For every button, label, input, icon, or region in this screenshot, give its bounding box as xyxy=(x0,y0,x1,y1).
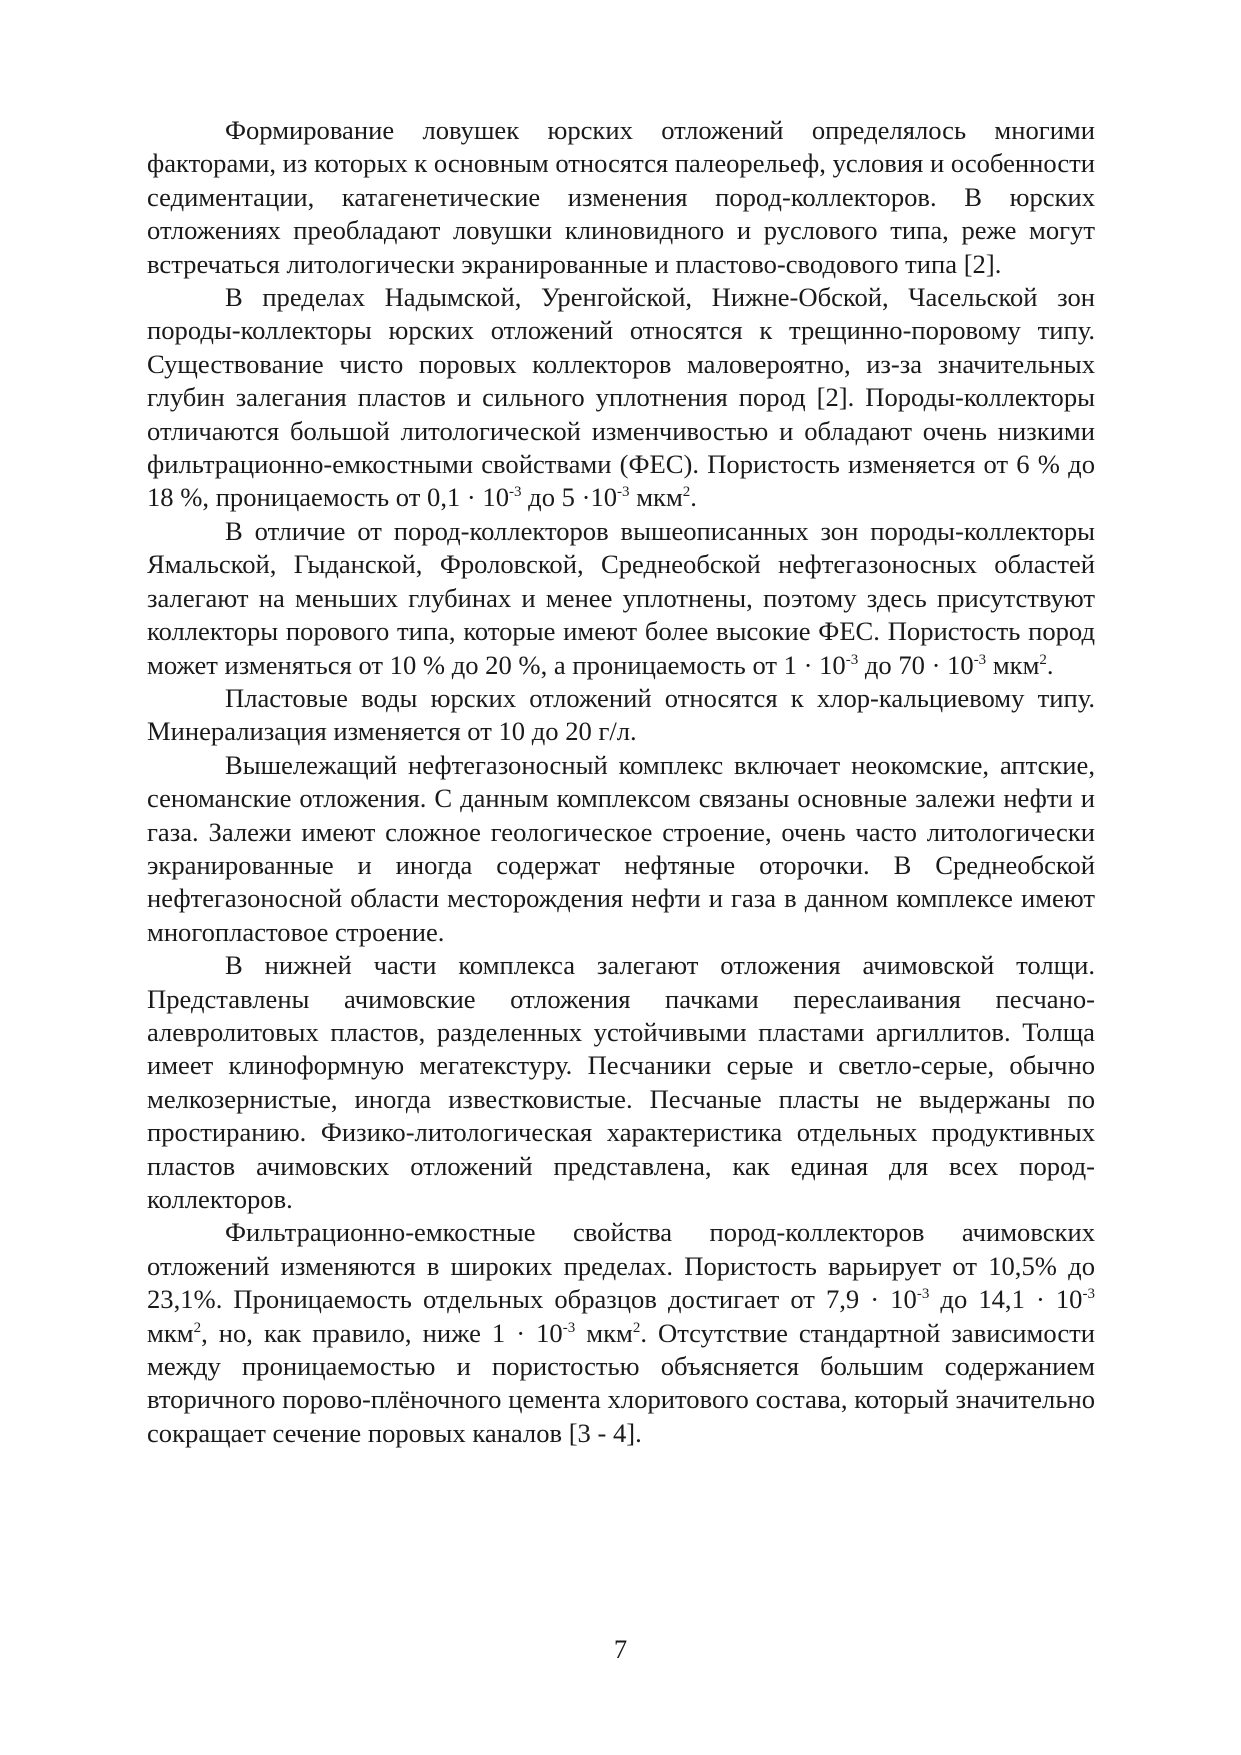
text-run: . xyxy=(690,482,697,513)
superscript: -3 xyxy=(845,651,859,668)
text-run: Пластовые воды юрских отложений относятся к хлор-кальциевому типу. Минерализация изменяется от 10 до 20 г/л. xyxy=(147,682,1095,747)
text-run: Фильтрационно-емкостные свойства пород-коллекторов ачимовских отложений изменяются в широких пределах. Пористость варьирует от 10,5% до 23,1%. Проницаемость отдельных образцов достигает от 7,9 · 10 xyxy=(147,1217,1095,1315)
text-run: , но, как правило, ниже 1 · 10 xyxy=(201,1317,563,1348)
text-run: мкм xyxy=(575,1317,633,1348)
superscript: -3 xyxy=(1082,1286,1095,1303)
text-run: мкм xyxy=(147,1317,194,1348)
page-number: 7 xyxy=(613,1634,628,1664)
text-run: до 14,1 · 10 xyxy=(929,1284,1083,1315)
text-run: мкм xyxy=(629,482,683,513)
paragraph xyxy=(147,949,1095,1216)
superscript: -3 xyxy=(617,484,630,501)
text-run: В отличие от пород-коллекторов вышеописанных зон породы-коллекторы Ямальской, Гыданской, Фроловской, Среднеобской нефтегазоносных областей залегают на меньших глубинах и менее уплотнены, поэтому здесь присутствуют коллекторы порового типа, которые имеют более высокие ФЕС. Пористость пород может изменяться от 10 % до 20 %, а проницаемость от 1 · 10 xyxy=(147,515,1095,680)
superscript: -3 xyxy=(562,1319,576,1336)
document-body xyxy=(147,114,1095,1450)
superscript: -3 xyxy=(916,1286,930,1303)
superscript: 2 xyxy=(1039,651,1047,668)
text-run: . Отсутствие стандартной зависимости между проницаемостью и пористостью объясняется большим содержанием вторичного порово-плёночного цемента хлоритового состава, который значительно сокращает сечение поровых каналов [3 - 4]. xyxy=(147,1317,1095,1448)
text-run: Формирование ловушек юрских отложений определялось многими факторами, из которых к основным относятся палеорельеф, условия и особенности седиментации, катагенетические изменения пород-коллекторов. В юрских отложениях преобладают ловушки клиновидного и руслового типа, реже могут встречаться литологически экранированные и пластово-сводового типа [2]. xyxy=(147,115,1095,279)
paragraph xyxy=(147,749,1095,949)
paragraph xyxy=(147,515,1095,682)
text-run: В пределах Надымской, Уренгойской, Нижне-Обской, Часельской зон породы-коллекторы юрских отложений относятся к трещинно-поровому типу. Существование чисто поровых коллекторов маловероятно, из-за значительных глубин залегания пластов и сильного уплотнения пород [2]. Породы-коллекторы отличаются большой литологической изменчивостью и обладают очень низкими фильтрационно-емкостными свойствами (ФЕС). Пористость изменяется от 6 % до 18 %, проницаемость от 0,1 · 10 xyxy=(147,282,1095,513)
text-run: В нижней части комплекса залегают отложения ачимовской толщи. Представлены ачимовские отложения пачками переслаивания песчано-алевролитовых пластов, разделенных устойчивыми пластами аргиллитов. Толща имеет клиноформную мегатекстуру. Песчаники серые и светло-серые, обычно мелкозернистые, иногда известковистые. Песчаные пласты не выдержаны по простиранию. Физико-литологическая характеристика отдельных продуктивных пластов ачимовских отложений представлена, как единая для всех пород-коллекторов. xyxy=(147,950,1095,1214)
superscript: 2 xyxy=(632,1319,641,1336)
text-run: мкм xyxy=(986,649,1040,680)
superscript: 2 xyxy=(193,1319,202,1336)
paragraph xyxy=(147,281,1095,515)
text-run: до 70 · 10 xyxy=(858,649,974,680)
text-run: до 5 ·10 xyxy=(521,482,618,513)
superscript: -3 xyxy=(509,484,522,501)
paragraph xyxy=(147,682,1095,749)
paragraph xyxy=(147,114,1095,281)
superscript: 2 xyxy=(682,484,691,501)
superscript: -3 xyxy=(973,651,987,668)
paragraph xyxy=(147,1216,1095,1450)
text-run: . xyxy=(1046,649,1054,680)
text-run: Вышележащий нефтегазоносный комплекс включает неокомские, аптские, сеноманские отложения. С данным комплексом связаны основные залежи нефти и газа. Залежи имеют сложное геологическое строение, очень часто литологически экранированные и иногда содержат нефтяные оторочки. В Среднеобской нефтегазоносной области месторождения нефти и газа в данном комплексе имеют многопластовое строение. xyxy=(147,749,1095,947)
